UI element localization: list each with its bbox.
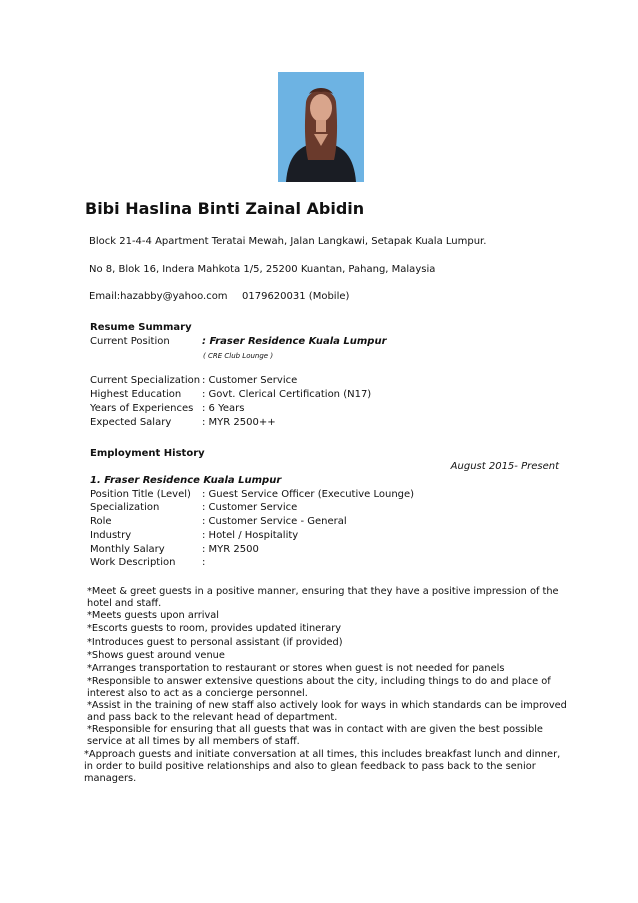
address-line-2: No 8, Blok 16, Indera Mahkota 1/5, 25200 Kuantan, Pahang, Malaysia	[89, 264, 436, 275]
duty-item: *Escorts guests to room, provides updated itinerary	[87, 623, 342, 634]
job-label: Role	[90, 516, 112, 527]
job-label: Work Description	[90, 557, 176, 568]
summary-label: Years of Experiences	[90, 403, 194, 414]
job-value: :	[202, 557, 206, 568]
duty-item: *Meet & greet guests in a positive manner, ensuring that they have a positive impression of the hotel and staff.	[87, 586, 559, 609]
address-line-1: Block 21-4-4 Apartment Teratai Mewah, Jalan Langkawi, Setapak Kuala Lumpur.	[89, 236, 487, 247]
duty-item: *Assist in the training of new staff also actively look for ways in which standards can be improved and pass back to the relevant head of department.	[87, 700, 567, 723]
summary-row	[90, 389, 371, 400]
job-row	[90, 502, 297, 513]
duty-item: *Responsible for ensuring that all guests that was in contact with are given the best possible service at all times by all members of staff.	[87, 724, 543, 747]
duty-item: *Shows guest around venue	[87, 650, 225, 661]
resume-summary-heading: Resume Summary	[90, 322, 192, 333]
phone: 0179620031 (Mobile)	[242, 291, 350, 302]
profile-photo	[278, 72, 364, 182]
summary-value: : MYR 2500++	[202, 417, 276, 428]
summary-label: Highest Education	[90, 389, 182, 400]
summary-label: Current Specialization	[90, 375, 201, 386]
job-row	[90, 557, 205, 568]
duty-item: *Approach guests and initiate conversation at all times, this includes breakfast lunch and dinner, in order to build positive relationships and also to glean feedback to pass back to the senior managers.	[84, 749, 561, 784]
job-row	[90, 530, 298, 541]
job-value: : Hotel / Hospitality	[202, 530, 299, 541]
summary-row	[90, 403, 244, 414]
duty-item: *Introduces guest to personal assistant (if provided)	[87, 637, 343, 648]
job-label: Specialization	[90, 502, 160, 513]
job-value: : Customer Service	[202, 502, 298, 513]
employment-date: August 2015- Present	[450, 461, 559, 472]
job-row	[90, 544, 259, 555]
duty-item: *Meets guests upon arrival	[87, 610, 219, 621]
job-title: 1. Fraser Residence Kuala Lumpur	[90, 475, 282, 486]
employment-history-heading: Employment History	[90, 448, 205, 459]
duty-item: *Arranges transportation to restaurant or stores when guest is not needed for panels	[87, 663, 505, 674]
job-label: Position Title (Level)	[90, 489, 191, 500]
job-value: : Guest Service Officer (Executive Lounge)	[202, 489, 415, 500]
candidate-name: Bibi Haslina Binti Zainal Abidin	[85, 199, 365, 218]
job-row	[90, 489, 414, 500]
current-position-row	[90, 336, 387, 347]
summary-value: : 6 Years	[202, 403, 245, 414]
job-label: Monthly Salary	[90, 544, 165, 555]
duty-item: *Responsible to answer extensive questions about the city, including things to do and place of interest also to act as a concierge personnel.	[87, 676, 551, 699]
current-position-label: Current Position	[90, 336, 170, 347]
summary-value: : Customer Service	[202, 375, 298, 386]
email: Email:hazabby@yahoo.com	[89, 291, 228, 302]
summary-label: Expected Salary	[90, 417, 172, 428]
current-position-note: ( CRE Club Lounge )	[203, 352, 274, 360]
summary-row	[90, 417, 276, 428]
job-value: : Customer Service - General	[202, 516, 347, 527]
summary-row	[90, 375, 297, 386]
current-position-value: : Fraser Residence Kuala Lumpur	[202, 336, 387, 347]
job-label: Industry	[90, 530, 132, 541]
summary-value: : Govt. Clerical Certification (N17)	[202, 389, 372, 400]
job-row	[90, 516, 347, 527]
job-value: : MYR 2500	[202, 544, 259, 555]
